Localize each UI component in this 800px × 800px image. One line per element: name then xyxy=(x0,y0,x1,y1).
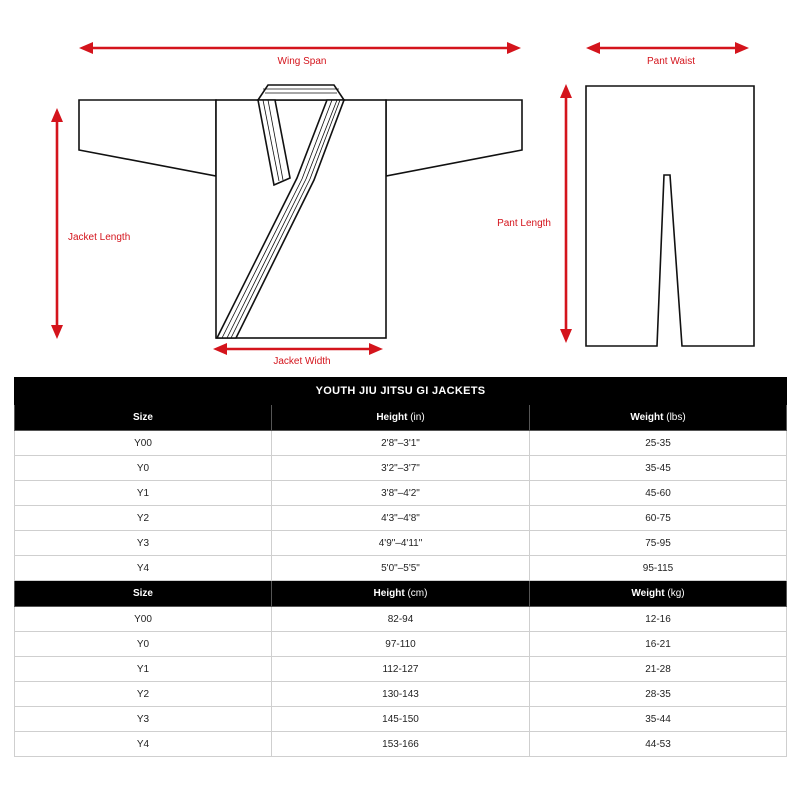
gi-size-diagram xyxy=(0,0,800,372)
weight-header-label: Weight xyxy=(631,588,665,599)
table-row xyxy=(15,456,787,481)
size-cell: Y0 xyxy=(15,632,272,657)
table-row xyxy=(15,732,787,757)
table-title: YOUTH JIU JITSU GI JACKETS xyxy=(15,378,787,405)
height-cell: 112-127 xyxy=(272,657,530,682)
weight-cell: 25-35 xyxy=(530,431,787,456)
height-cell: 3'8"–4'2" xyxy=(272,481,530,506)
size-chart-table xyxy=(14,377,787,757)
weight-cell: 35-44 xyxy=(530,707,787,732)
weight-cell: 45-60 xyxy=(530,481,787,506)
jacket-length-arrow xyxy=(51,108,63,339)
table-row xyxy=(15,531,787,556)
pants-drawing xyxy=(586,86,754,346)
size-cell: Y2 xyxy=(15,506,272,531)
height-cell: 2'8"–3'1" xyxy=(272,431,530,456)
jacket-width-label: Jacket Width xyxy=(273,356,331,367)
jacket-drawing xyxy=(79,85,522,338)
jacket-length-label: Jacket Length xyxy=(68,232,131,243)
weight-cell: 60-75 xyxy=(530,506,787,531)
size-cell: Y4 xyxy=(15,556,272,581)
pant-length-label: Pant Length xyxy=(497,218,551,229)
table-row xyxy=(15,707,787,732)
table-header-row xyxy=(15,405,787,431)
pant-waist-arrow xyxy=(586,42,749,54)
jacket-back-collar xyxy=(258,85,344,100)
size-cell: Y2 xyxy=(15,682,272,707)
jacket-width-arrow xyxy=(213,343,383,355)
jacket-right-sleeve xyxy=(386,100,522,176)
height-cell: 82-94 xyxy=(272,607,530,632)
table-row xyxy=(15,556,787,581)
weight-column-header xyxy=(530,581,787,607)
size-cell: Y00 xyxy=(15,431,272,456)
height-cell: 5'0"–5'5" xyxy=(272,556,530,581)
weight-column-header xyxy=(530,405,787,431)
weight-cell: 95-115 xyxy=(530,556,787,581)
weight-header-label: Weight xyxy=(630,412,664,423)
size-cell: Y0 xyxy=(15,456,272,481)
weight-header-unit: (kg) xyxy=(667,588,685,599)
table-row xyxy=(15,632,787,657)
weight-cell: 21-28 xyxy=(530,657,787,682)
size-cell: Y3 xyxy=(15,531,272,556)
table-body xyxy=(15,405,787,757)
weight-cell: 28-35 xyxy=(530,682,787,707)
height-column-header xyxy=(272,405,530,431)
size-cell: Y4 xyxy=(15,732,272,757)
height-header-label: Height xyxy=(373,588,405,599)
wing-span-label: Wing Span xyxy=(277,56,327,67)
wing-span-arrow xyxy=(79,42,521,54)
table-row xyxy=(15,682,787,707)
pants-outline xyxy=(586,86,754,346)
pant-length-arrow xyxy=(560,84,572,343)
weight-cell: 16-21 xyxy=(530,632,787,657)
size-column-header: Size xyxy=(15,405,272,431)
pant-waist-label: Pant Waist xyxy=(647,56,695,67)
height-column-header xyxy=(272,581,530,607)
size-cell: Y1 xyxy=(15,657,272,682)
table-row xyxy=(15,481,787,506)
height-cell: 145-150 xyxy=(272,707,530,732)
size-cell: Y00 xyxy=(15,607,272,632)
weight-header-unit: (lbs) xyxy=(666,412,686,423)
height-header-label: Height xyxy=(376,412,408,423)
size-cell: Y3 xyxy=(15,707,272,732)
table-row xyxy=(15,607,787,632)
height-header-unit: (in) xyxy=(410,412,425,423)
jacket-left-sleeve xyxy=(79,100,216,176)
size-column-header: Size xyxy=(15,581,272,607)
table-header-row xyxy=(15,581,787,607)
height-cell: 153-166 xyxy=(272,732,530,757)
height-cell: 4'9"–4'11" xyxy=(272,531,530,556)
weight-cell: 44-53 xyxy=(530,732,787,757)
height-header-unit: (cm) xyxy=(407,588,428,599)
height-cell: 97-110 xyxy=(272,632,530,657)
weight-cell: 75-95 xyxy=(530,531,787,556)
height-cell: 130-143 xyxy=(272,682,530,707)
table-row xyxy=(15,506,787,531)
table-title-row xyxy=(15,378,787,405)
weight-cell: 35-45 xyxy=(530,456,787,481)
table-row xyxy=(15,431,787,456)
table-row xyxy=(15,657,787,682)
height-cell: 4'3"–4'8" xyxy=(272,506,530,531)
height-cell: 3'2"–3'7" xyxy=(272,456,530,481)
size-cell: Y1 xyxy=(15,481,272,506)
weight-cell: 12-16 xyxy=(530,607,787,632)
